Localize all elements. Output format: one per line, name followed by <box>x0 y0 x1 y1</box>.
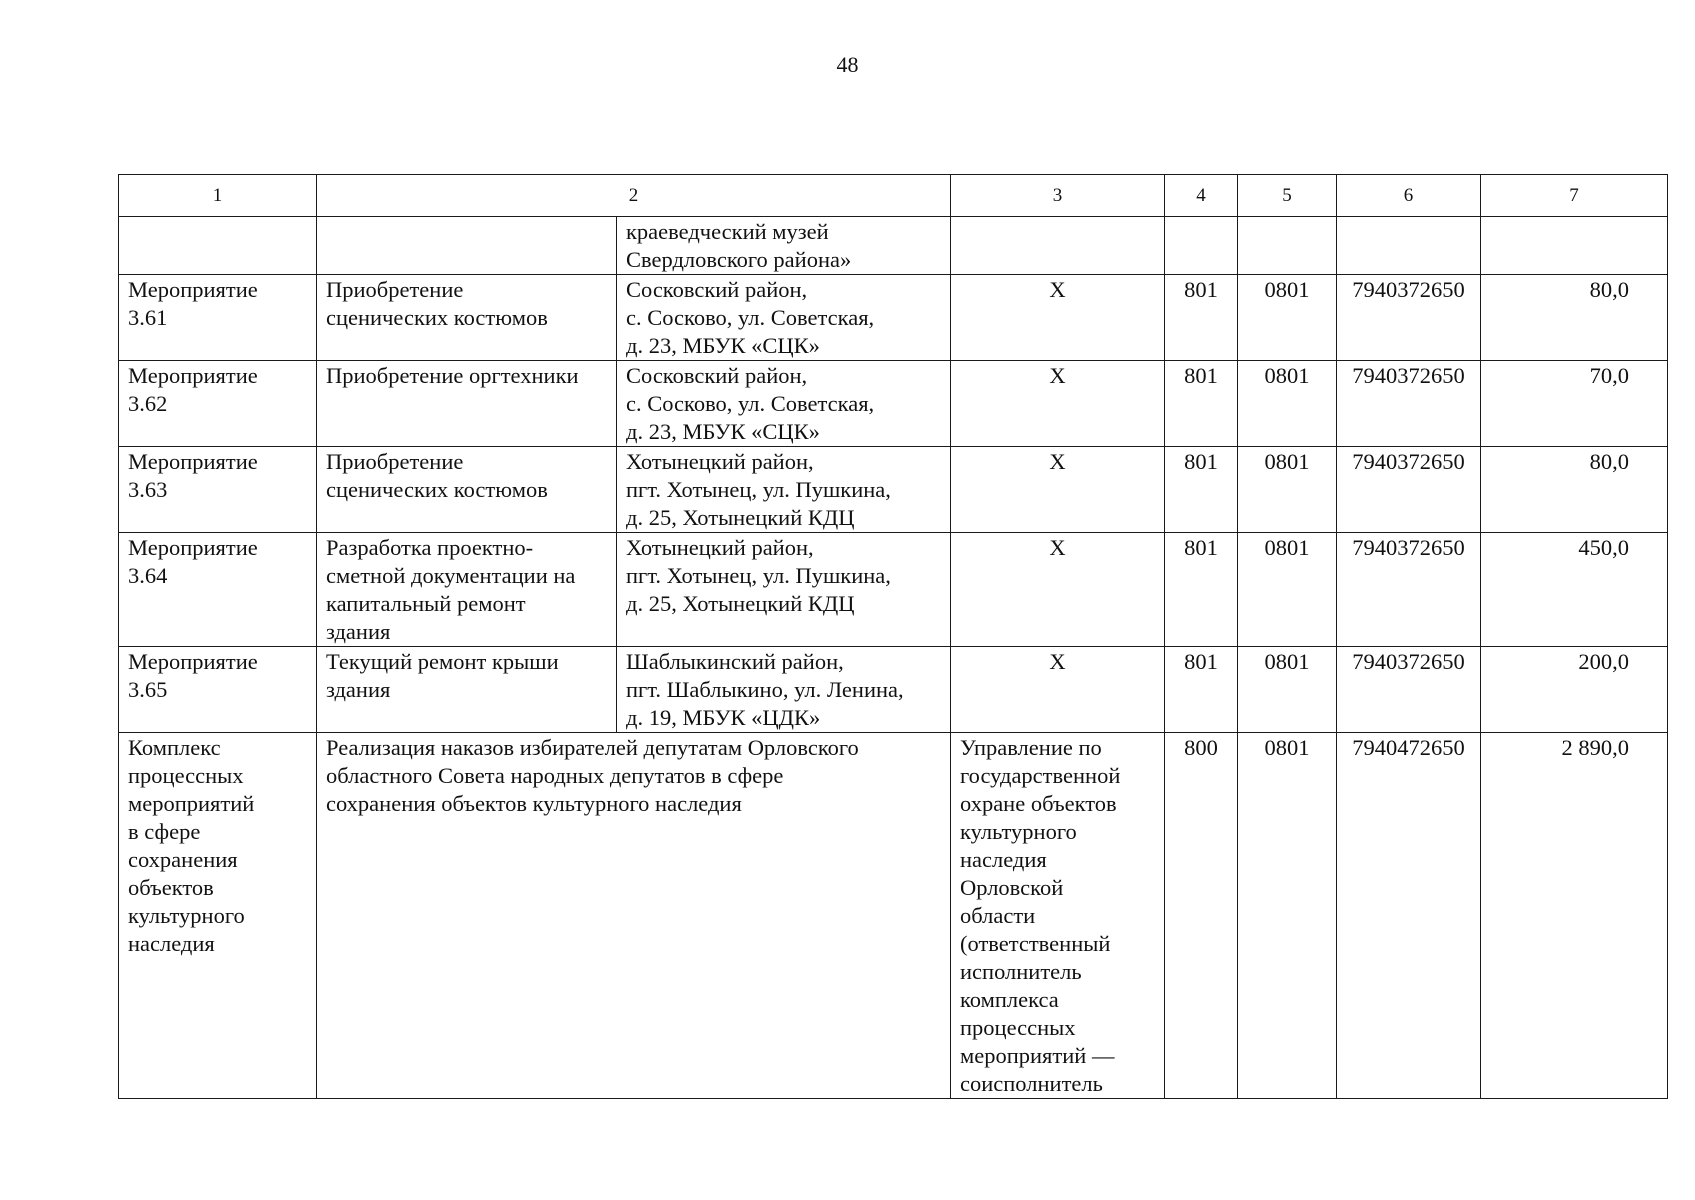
col5-cell <box>1238 217 1337 275</box>
name-line: 3.64 <box>128 563 168 588</box>
col6-cell: 7940372650 <box>1337 361 1481 447</box>
place-cell <box>617 647 951 733</box>
col5-cell: 0801 <box>1238 447 1337 533</box>
col5-cell: 0801 <box>1238 733 1337 1099</box>
responsible-line: Орловской <box>960 875 1064 900</box>
table-row-continuation <box>119 217 1668 275</box>
name-line: 3.61 <box>128 305 168 330</box>
responsible-line: наследия <box>960 847 1047 872</box>
responsible-cell: X <box>951 447 1165 533</box>
description-cell <box>317 733 951 1099</box>
name-line: культурного <box>128 903 245 928</box>
table-row <box>119 533 1668 647</box>
place-line: Хотынецкий район, <box>626 449 814 474</box>
col6-cell: 7940372650 <box>1337 647 1481 733</box>
responsible-cell: X <box>951 275 1165 361</box>
responsible-line: соисполнитель <box>960 1071 1103 1096</box>
name-line: 3.62 <box>128 391 168 416</box>
place-line: д. 19, МБУК «ЦДК» <box>626 705 821 730</box>
description-cell <box>317 361 617 447</box>
header-cell: 6 <box>1337 175 1481 217</box>
description-line: Приобретение <box>326 277 464 302</box>
description-line: сметной документации на <box>326 563 576 588</box>
description-cell <box>317 447 617 533</box>
name-line: Мероприятие <box>128 649 258 674</box>
name-line: Мероприятие <box>128 449 258 474</box>
responsible-cell: X <box>951 647 1165 733</box>
place-line: Сосковский район, <box>626 277 808 302</box>
place-line: д. 23, МБУК «СЦК» <box>626 333 820 358</box>
description-line: Разработка проектно- <box>326 535 534 560</box>
name-line: объектов <box>128 875 214 900</box>
name-cell <box>119 733 317 1099</box>
place-cell <box>617 533 951 647</box>
col6-cell <box>1337 217 1481 275</box>
col7-cell: 200,0 <box>1481 647 1668 733</box>
place-line: д. 23, МБУК «СЦК» <box>626 419 820 444</box>
place-line: пгт. Хотынец, ул. Пушкина, <box>626 563 891 588</box>
col5-cell: 0801 <box>1238 533 1337 647</box>
description-cell <box>317 533 617 647</box>
header-cell: 5 <box>1238 175 1337 217</box>
place-line: пгт. Шаблыкино, ул. Ленина, <box>626 677 904 702</box>
description-line: Приобретение оргтехники <box>326 363 579 388</box>
description-cell <box>317 275 617 361</box>
name-cell <box>119 647 317 733</box>
table-row <box>119 447 1668 533</box>
col6-cell: 7940372650 <box>1337 533 1481 647</box>
description-line: здания <box>326 677 391 702</box>
header-cell: 1 <box>119 175 317 217</box>
place-cell <box>617 275 951 361</box>
place-line: Хотынецкий район, <box>626 535 814 560</box>
description-line: здания <box>326 619 391 644</box>
description-line: Реализация наказов избирателей депутатам Орловского <box>326 735 859 760</box>
col7-cell <box>1481 217 1668 275</box>
header-cell: 7 <box>1481 175 1668 217</box>
place-line: д. 25, Хотынецкий КДЦ <box>626 505 855 530</box>
col6-cell: 7940472650 <box>1337 733 1481 1099</box>
responsible-line: культурного <box>960 819 1077 844</box>
col7-cell: 80,0 <box>1481 447 1668 533</box>
name-line: в сфере <box>128 819 201 844</box>
header-cell: 2 <box>317 175 951 217</box>
responsible-line: области <box>960 903 1036 928</box>
place-cell <box>617 217 951 275</box>
name-line: 3.65 <box>128 677 168 702</box>
description-line: сохранения объектов культурного наследия <box>326 791 742 816</box>
name-line: Комплекс <box>128 735 221 760</box>
responsible-cell <box>951 217 1165 275</box>
description-line: Текущий ремонт крыши <box>326 649 559 674</box>
budget-table <box>118 174 1668 1099</box>
place-cell <box>617 447 951 533</box>
name-cell <box>119 275 317 361</box>
responsible-line: Управление по <box>960 735 1102 760</box>
responsible-line: (ответственный <box>960 931 1111 956</box>
col4-cell: 801 <box>1165 275 1238 361</box>
page-number: 48 <box>836 52 859 77</box>
responsible-line: государственной <box>960 763 1121 788</box>
responsible-line: процессных <box>960 1015 1076 1040</box>
name-cell <box>119 533 317 647</box>
table-row <box>119 361 1668 447</box>
name-line: мероприятий <box>128 791 255 816</box>
col7-cell: 450,0 <box>1481 533 1668 647</box>
place-line: с. Сосково, ул. Советская, <box>626 305 875 330</box>
col4-cell: 801 <box>1165 647 1238 733</box>
col4-cell: 801 <box>1165 361 1238 447</box>
name-line: сохранения <box>128 847 238 872</box>
col6-cell: 7940372650 <box>1337 275 1481 361</box>
col4-cell: 800 <box>1165 733 1238 1099</box>
name-line: Мероприятие <box>128 363 258 388</box>
description-line: сценических костюмов <box>326 477 548 502</box>
col5-cell: 0801 <box>1238 361 1337 447</box>
name-line: Мероприятие <box>128 277 258 302</box>
place-cell <box>617 361 951 447</box>
description-line: сценических костюмов <box>326 305 548 330</box>
col4-cell <box>1165 217 1238 275</box>
col6-cell: 7940372650 <box>1337 447 1481 533</box>
header-cell: 4 <box>1165 175 1238 217</box>
responsible-line: охране объектов <box>960 791 1117 816</box>
table-row-complex <box>119 733 1668 1099</box>
responsible-cell: X <box>951 533 1165 647</box>
col5-cell: 0801 <box>1238 647 1337 733</box>
col7-cell: 2 890,0 <box>1481 733 1668 1099</box>
place-line: с. Сосково, ул. Советская, <box>626 391 875 416</box>
responsible-line: исполнитель <box>960 959 1082 984</box>
responsible-line: комплекса <box>960 987 1059 1012</box>
header-cell: 3 <box>951 175 1165 217</box>
responsible-line: мероприятий — <box>960 1043 1115 1068</box>
name-line: 3.63 <box>128 477 168 502</box>
col7-cell: 80,0 <box>1481 275 1668 361</box>
responsible-cell: X <box>951 361 1165 447</box>
place-line: Свердловского района» <box>626 247 852 272</box>
place-line: Шаблыкинский район, <box>626 649 844 674</box>
name-cell <box>119 217 317 275</box>
place-line: краеведческий музей <box>626 219 829 244</box>
description-line: капитальный ремонт <box>326 591 526 616</box>
responsible-cell <box>951 733 1165 1099</box>
table-row <box>119 275 1668 361</box>
col5-cell: 0801 <box>1238 275 1337 361</box>
description-cell <box>317 217 617 275</box>
name-line: наследия <box>128 931 215 956</box>
table-row <box>119 647 1668 733</box>
name-line: Мероприятие <box>128 535 258 560</box>
place-line: Сосковский район, <box>626 363 808 388</box>
name-cell <box>119 447 317 533</box>
name-cell <box>119 361 317 447</box>
col4-cell: 801 <box>1165 533 1238 647</box>
table-header-row <box>119 175 1668 217</box>
col7-cell: 70,0 <box>1481 361 1668 447</box>
description-line: областного Совета народных депутатов в сфере <box>326 763 784 788</box>
place-line: пгт. Хотынец, ул. Пушкина, <box>626 477 891 502</box>
description-cell <box>317 647 617 733</box>
place-line: д. 25, Хотынецкий КДЦ <box>626 591 855 616</box>
col4-cell: 801 <box>1165 447 1238 533</box>
description-line: Приобретение <box>326 449 464 474</box>
name-line: процессных <box>128 763 244 788</box>
